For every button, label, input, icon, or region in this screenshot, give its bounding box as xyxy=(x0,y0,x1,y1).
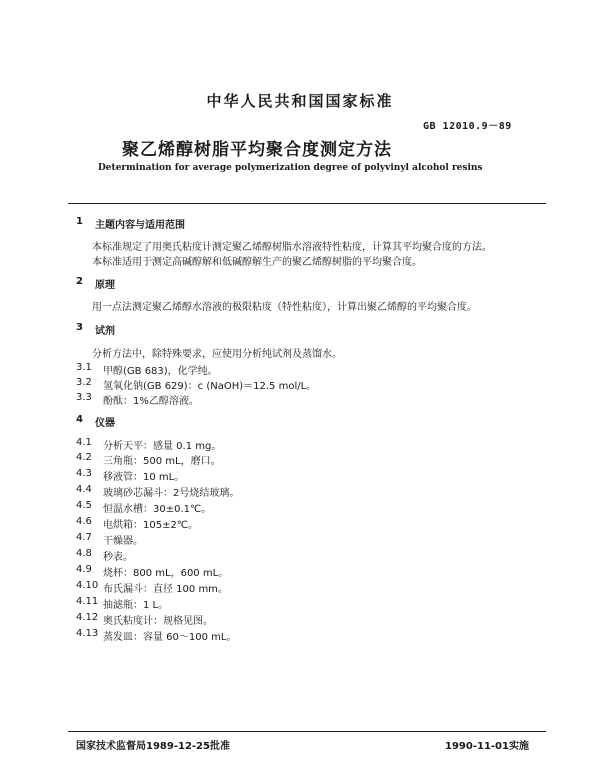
section-number: 1 xyxy=(76,216,83,227)
list-item-number: 3.2 xyxy=(76,377,92,388)
paragraph: 本标准规定了用奥氏粘度计测定聚乙烯醇树脂水溶液特性粘度，计算其平均聚合度的方法。 xyxy=(92,242,492,253)
list-item-text: 移液管：10 mL。 xyxy=(103,472,185,483)
list-item-text: 恒温水槽：30±0.1℃。 xyxy=(103,504,212,515)
list-item-number: 4.7 xyxy=(76,532,92,543)
list-item-number: 4.9 xyxy=(76,564,92,575)
list-item-text: 秒表。 xyxy=(103,552,133,563)
list-item-text: 烧杯：800 mL，600 mL。 xyxy=(103,568,229,579)
list-item-number: 4.3 xyxy=(76,468,92,479)
list-item-text: 蒸发皿：容量 60～100 mL。 xyxy=(103,632,237,643)
list-item-text: 干燥器。 xyxy=(103,536,143,547)
list-item-number: 4.11 xyxy=(76,596,99,607)
paragraph: 分析方法中，除特殊要求，应使用分析纯试剂及蒸馏水。 xyxy=(92,349,342,360)
section-title: 试剂 xyxy=(95,326,115,337)
section-title: 仪器 xyxy=(95,418,115,429)
list-item-text: 布氏漏斗：直径 100 mm。 xyxy=(103,584,228,595)
list-item-text: 氢氧化钠(GB 629)：c (NaOH)＝12.5 mol/L。 xyxy=(103,381,317,392)
implementation-date: 1990-11-01实施 xyxy=(445,741,529,752)
paragraph: 用一点法测定聚乙烯醇水溶液的极限粘度（特性粘度），计算出聚乙烯醇的平均聚合度。 xyxy=(92,302,477,313)
list-item-text: 甲醇(GB 683)，化学纯。 xyxy=(103,366,218,377)
header-divider xyxy=(68,203,546,204)
list-item-number: 3.1 xyxy=(76,362,92,373)
list-item-text: 奥氏粘度计：规格见图。 xyxy=(103,616,213,627)
section-number: 2 xyxy=(76,276,83,287)
footer-divider xyxy=(68,731,546,732)
list-item-number: 4.13 xyxy=(76,628,99,639)
section-title: 主题内容与适用范围 xyxy=(95,220,185,231)
list-item-number: 4.12 xyxy=(76,612,99,623)
english-title: Determination for average polymerization degree of polyvinyl alcohol resins xyxy=(98,163,483,173)
list-item-text: 分析天平：感量 0.1 mg。 xyxy=(103,441,222,452)
paragraph: 本标准适用于测定高碱醇解和低碱醇解生产的聚乙烯醇树脂的平均聚合度。 xyxy=(92,257,422,268)
list-item-text: 电烘箱：105±2℃。 xyxy=(103,520,199,531)
section-number: 3 xyxy=(76,322,83,333)
list-item-text: 酚酞：1%乙醇溶液。 xyxy=(103,396,199,407)
standard-number: GB 12010.9－89 xyxy=(423,121,512,132)
list-item-number: 3.3 xyxy=(76,392,92,403)
list-item-number: 4.5 xyxy=(76,500,92,511)
list-item-number: 4.6 xyxy=(76,516,92,527)
list-item-number: 4.8 xyxy=(76,548,92,559)
document-title: 聚乙烯醇树脂平均聚合度测定方法 xyxy=(122,140,392,160)
national-standard-heading: 中华人民共和国国家标准 xyxy=(206,92,394,110)
approval-date: 国家技术监督局1989-12-25批准 xyxy=(76,741,230,752)
list-item-text: 三角瓶：500 mL，磨口。 xyxy=(103,456,221,467)
section-number: 4 xyxy=(76,414,83,425)
list-item-number: 4.2 xyxy=(76,452,92,463)
list-item-text: 抽滤瓶：1 L。 xyxy=(103,600,169,611)
list-item-number: 4.1 xyxy=(76,437,92,448)
list-item-number: 4.10 xyxy=(76,580,99,591)
section-title: 原理 xyxy=(95,280,115,291)
list-item-number: 4.4 xyxy=(76,484,92,495)
list-item-text: 玻璃砂芯漏斗：2号烧结玻璃。 xyxy=(103,488,240,499)
